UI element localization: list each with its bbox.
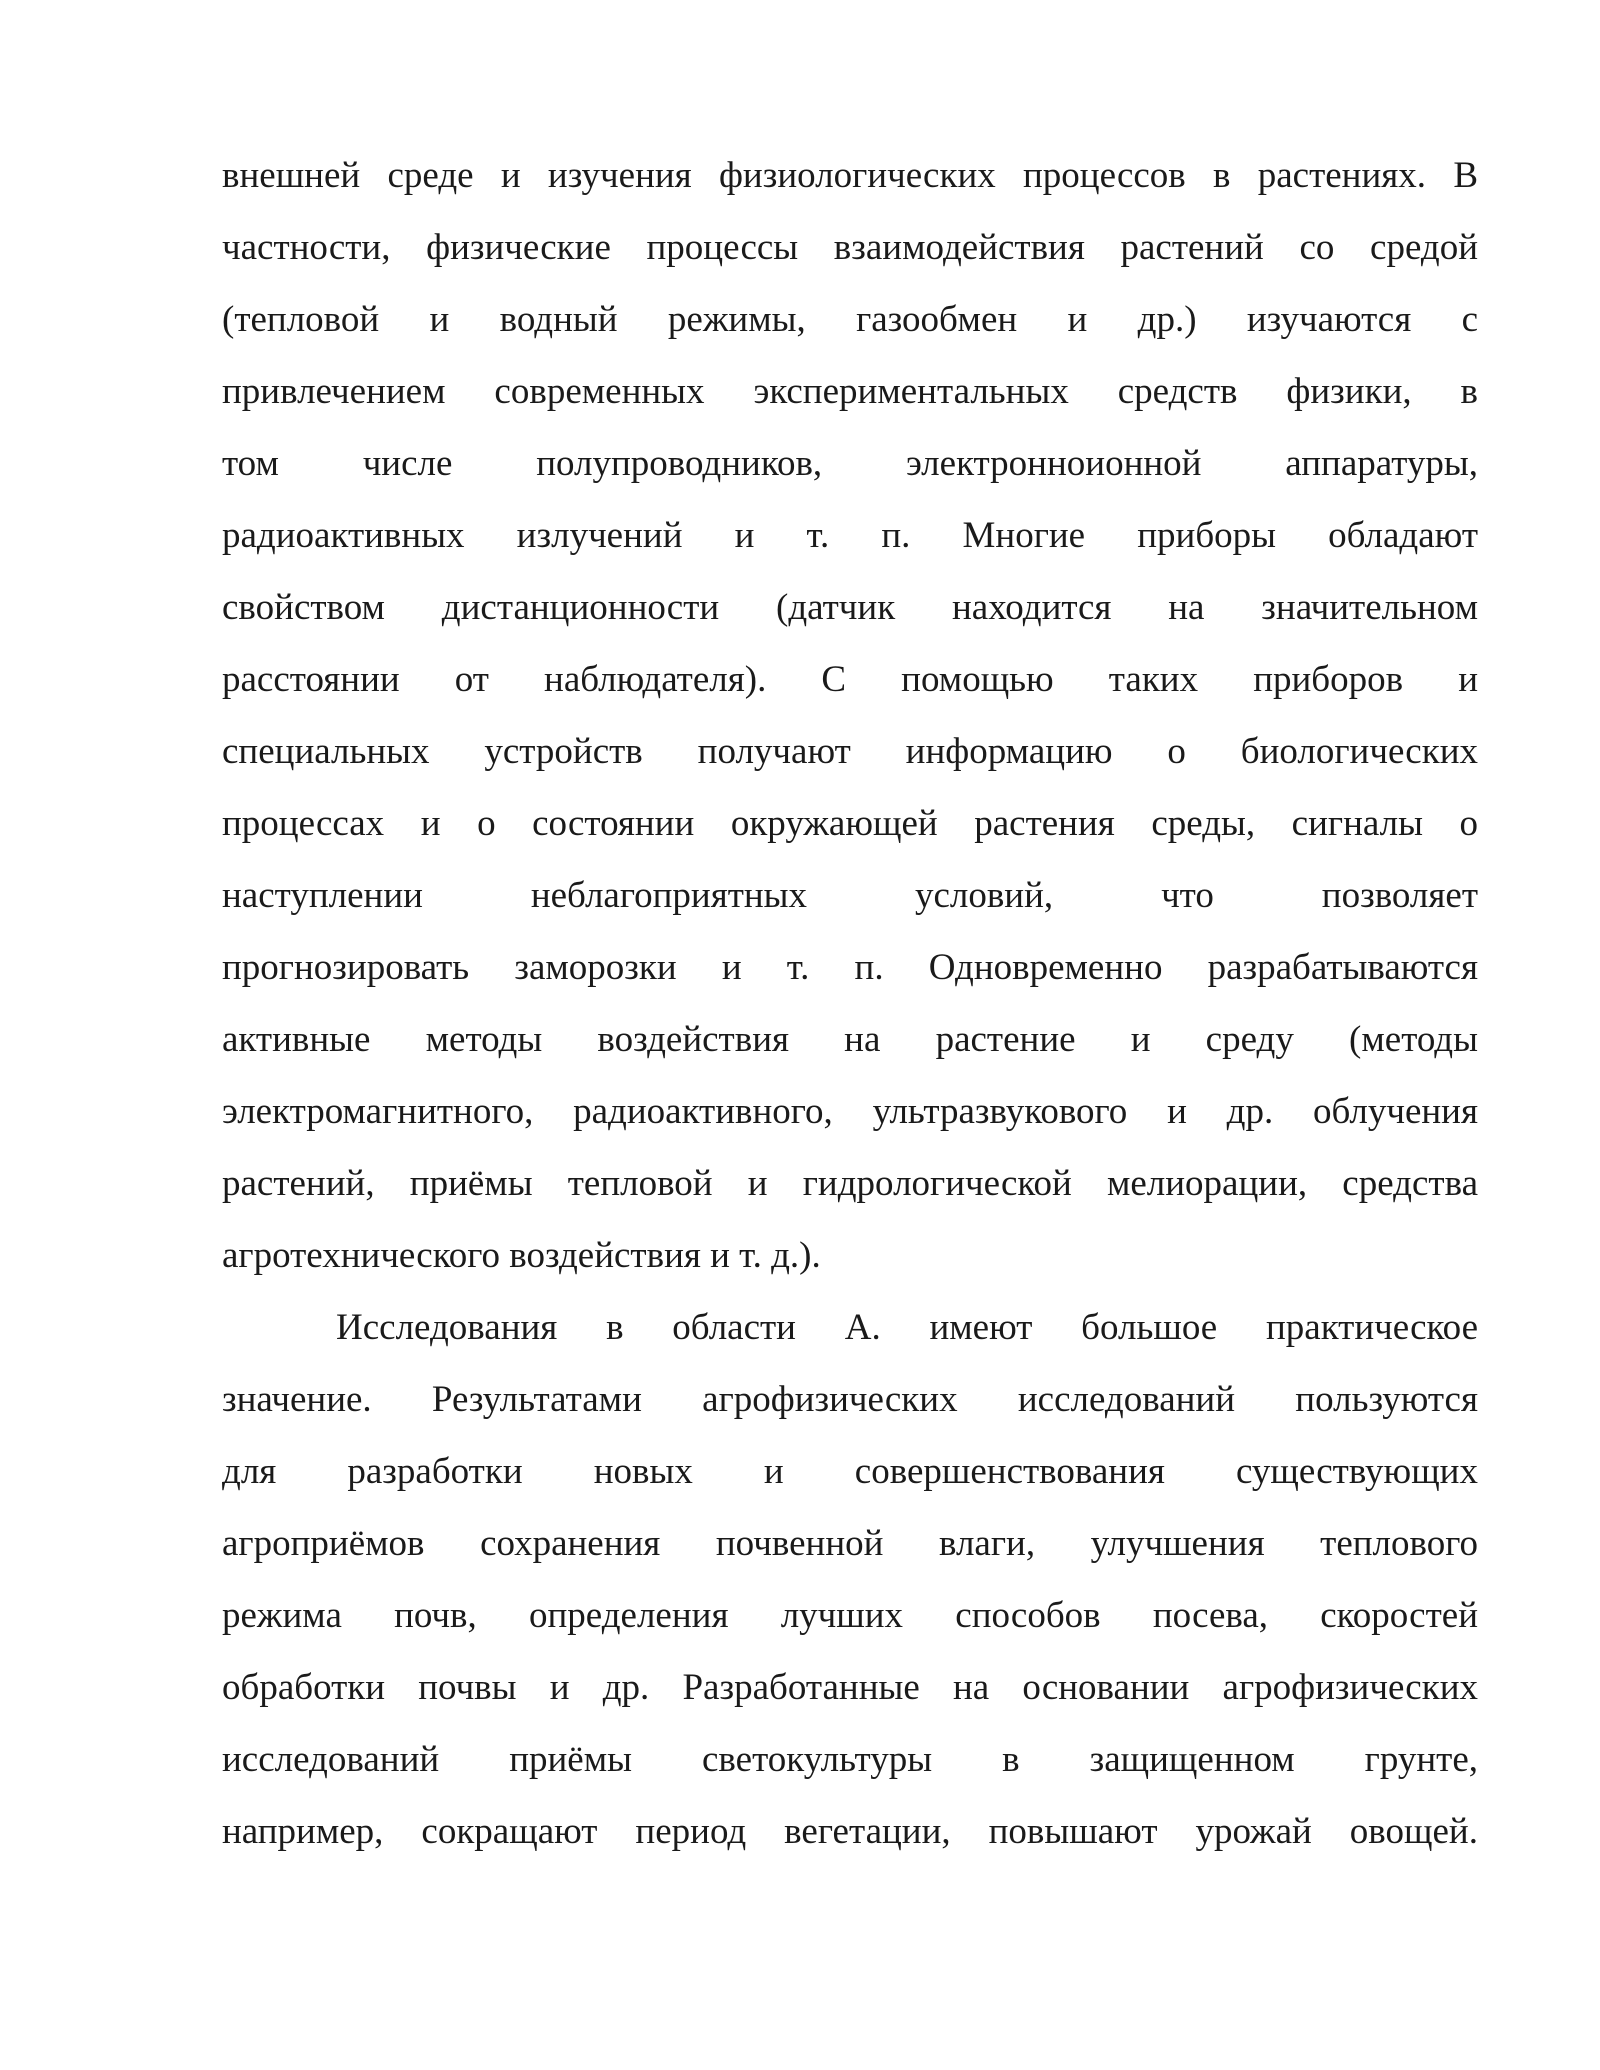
- text-line: частности, физические процессы взаимодействия растений со средой: [222, 227, 1478, 268]
- paragraph-1: [222, 140, 1478, 1292]
- text-line: обработки почвы и др. Разработанные на основании агрофизических: [222, 1667, 1478, 1708]
- text-line: для разработки новых и совершенствования существующих: [222, 1451, 1478, 1492]
- text-line: прогнозировать заморозки и т. п. Одновременно разрабатываются: [222, 947, 1478, 988]
- paragraph-2: [222, 1292, 1478, 1868]
- text-line: исследований приёмы светокультуры в защищенном грунте,: [222, 1739, 1478, 1780]
- text-line: активные методы воздействия на растение и среду (методы: [222, 1019, 1478, 1060]
- text-line: агротехнического воздействия и т. д.).: [222, 1235, 821, 1276]
- text-line: привлечением современных экспериментальных средств физики, в: [222, 371, 1478, 412]
- text-line: специальных устройств получают информацию о биологических: [222, 731, 1478, 772]
- text-line: процессах и о состоянии окружающей растения среды, сигналы о: [222, 803, 1478, 844]
- text-line: внешней среде и изучения физиологических процессов в растениях. В: [222, 155, 1478, 196]
- text-line: электромагнитного, радиоактивного, ультразвукового и др. облучения: [222, 1091, 1478, 1132]
- text-line: наступлении неблагоприятных условий, что позволяет: [222, 875, 1478, 916]
- text-line: режима почв, определения лучших способов посева, скоростей: [222, 1595, 1478, 1636]
- text-line: например, сокращают период вегетации, повышают урожай овощей.: [222, 1811, 1478, 1852]
- text-line: свойством дистанционности (датчик находится на значительном: [222, 587, 1478, 628]
- text-line: том числе полупроводников, электронноионной аппаратуры,: [222, 443, 1478, 484]
- text-line: растений, приёмы тепловой и гидрологической мелиорации, средства: [222, 1163, 1478, 1204]
- body-text: [222, 140, 1478, 1868]
- text-line: расстоянии от наблюдателя). С помощью таких приборов и: [222, 659, 1478, 700]
- text-line: Исследования в области А. имеют большое практическое: [336, 1307, 1478, 1348]
- text-line: значение. Результатами агрофизических исследований пользуются: [222, 1379, 1478, 1420]
- text-line: (тепловой и водный режимы, газообмен и др.) изучаются с: [222, 299, 1478, 340]
- text-line: радиоактивных излучений и т. п. Многие приборы обладают: [222, 515, 1478, 556]
- text-line: агроприёмов сохранения почвенной влаги, улучшения теплового: [222, 1523, 1478, 1564]
